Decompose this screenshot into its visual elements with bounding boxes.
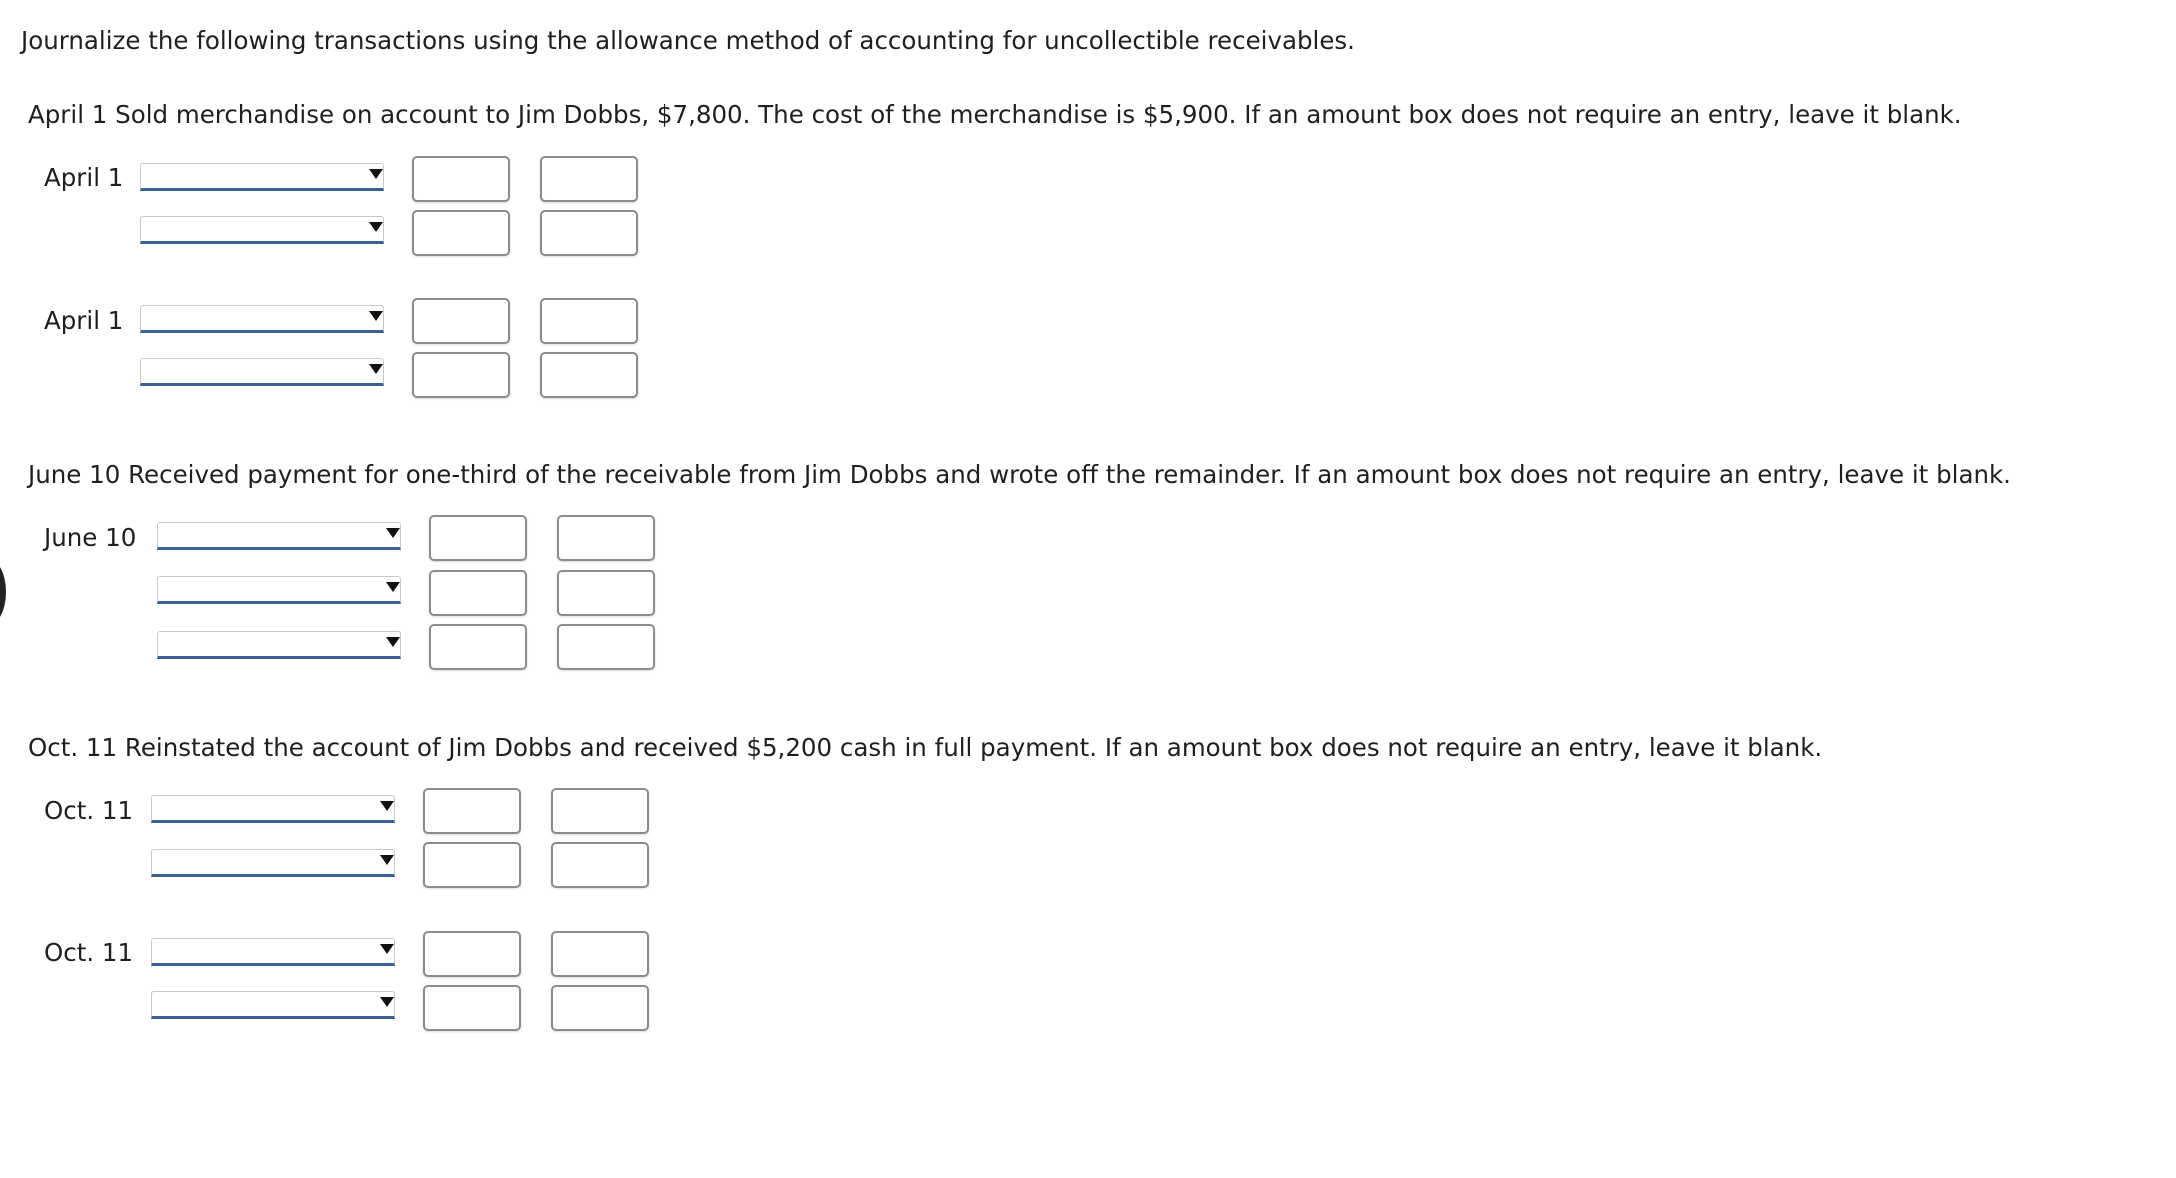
transaction-prompt: April 1 Sold merchandise on account to Jim Dobbs, $7,800. The cost of the merchandise is $5,900. If an amount box does not require an entry, leave it blank.	[28, 100, 1962, 129]
credit-amount-input[interactable]	[540, 352, 638, 398]
chevron-down-icon	[386, 528, 400, 538]
account-select[interactable]	[140, 305, 384, 333]
chevron-down-icon	[386, 582, 400, 592]
debit-amount-input[interactable]	[412, 298, 510, 344]
side-panel-handle[interactable]	[0, 557, 6, 627]
account-select[interactable]	[151, 991, 395, 1019]
credit-amount-input[interactable]	[551, 985, 649, 1031]
debit-amount-input[interactable]	[429, 570, 527, 616]
credit-amount-input[interactable]	[540, 156, 638, 202]
instructions: Journalize the following transactions using the allowance method of accounting for uncollectible receivables.	[21, 26, 1355, 55]
credit-amount-input[interactable]	[557, 624, 655, 670]
debit-amount-input[interactable]	[429, 515, 527, 561]
account-select[interactable]	[140, 358, 384, 386]
account-select[interactable]	[157, 576, 401, 604]
account-select[interactable]	[151, 938, 395, 966]
debit-amount-input[interactable]	[423, 985, 521, 1031]
debit-amount-input[interactable]	[429, 624, 527, 670]
chevron-down-icon	[369, 169, 383, 179]
account-select[interactable]	[157, 631, 401, 659]
account-select[interactable]	[157, 522, 401, 550]
entry-date-label: June 10	[44, 523, 137, 552]
entry-date-label: Oct. 11	[44, 938, 134, 967]
chevron-down-icon	[369, 364, 383, 374]
credit-amount-input[interactable]	[557, 570, 655, 616]
account-select[interactable]	[151, 849, 395, 877]
debit-amount-input[interactable]	[423, 788, 521, 834]
credit-amount-input[interactable]	[551, 931, 649, 977]
chevron-down-icon	[369, 222, 383, 232]
transaction-prompt: Oct. 11 Reinstated the account of Jim Dobbs and received $5,200 cash in full payment. If an amount box does not require an entry, leave it blank.	[28, 733, 1823, 762]
chevron-down-icon	[380, 997, 394, 1007]
account-select[interactable]	[151, 795, 395, 823]
transaction-prompt: June 10 Received payment for one-third of the receivable from Jim Dobbs and wrote off the remainder. If an amount box does not require an entry, leave it blank.	[28, 460, 2011, 489]
debit-amount-input[interactable]	[423, 842, 521, 888]
debit-amount-input[interactable]	[423, 931, 521, 977]
account-select[interactable]	[140, 216, 384, 244]
credit-amount-input[interactable]	[540, 210, 638, 256]
credit-amount-input[interactable]	[557, 515, 655, 561]
entry-date-label: April 1	[44, 163, 124, 192]
chevron-down-icon	[380, 855, 394, 865]
credit-amount-input[interactable]	[551, 788, 649, 834]
credit-amount-input[interactable]	[551, 842, 649, 888]
chevron-down-icon	[369, 311, 383, 321]
entry-date-label: April 1	[44, 306, 124, 335]
debit-amount-input[interactable]	[412, 156, 510, 202]
chevron-down-icon	[380, 801, 394, 811]
chevron-down-icon	[380, 944, 394, 954]
account-select[interactable]	[140, 163, 384, 191]
debit-amount-input[interactable]	[412, 352, 510, 398]
credit-amount-input[interactable]	[540, 298, 638, 344]
entry-date-label: Oct. 11	[44, 796, 134, 825]
debit-amount-input[interactable]	[412, 210, 510, 256]
chevron-down-icon	[386, 637, 400, 647]
